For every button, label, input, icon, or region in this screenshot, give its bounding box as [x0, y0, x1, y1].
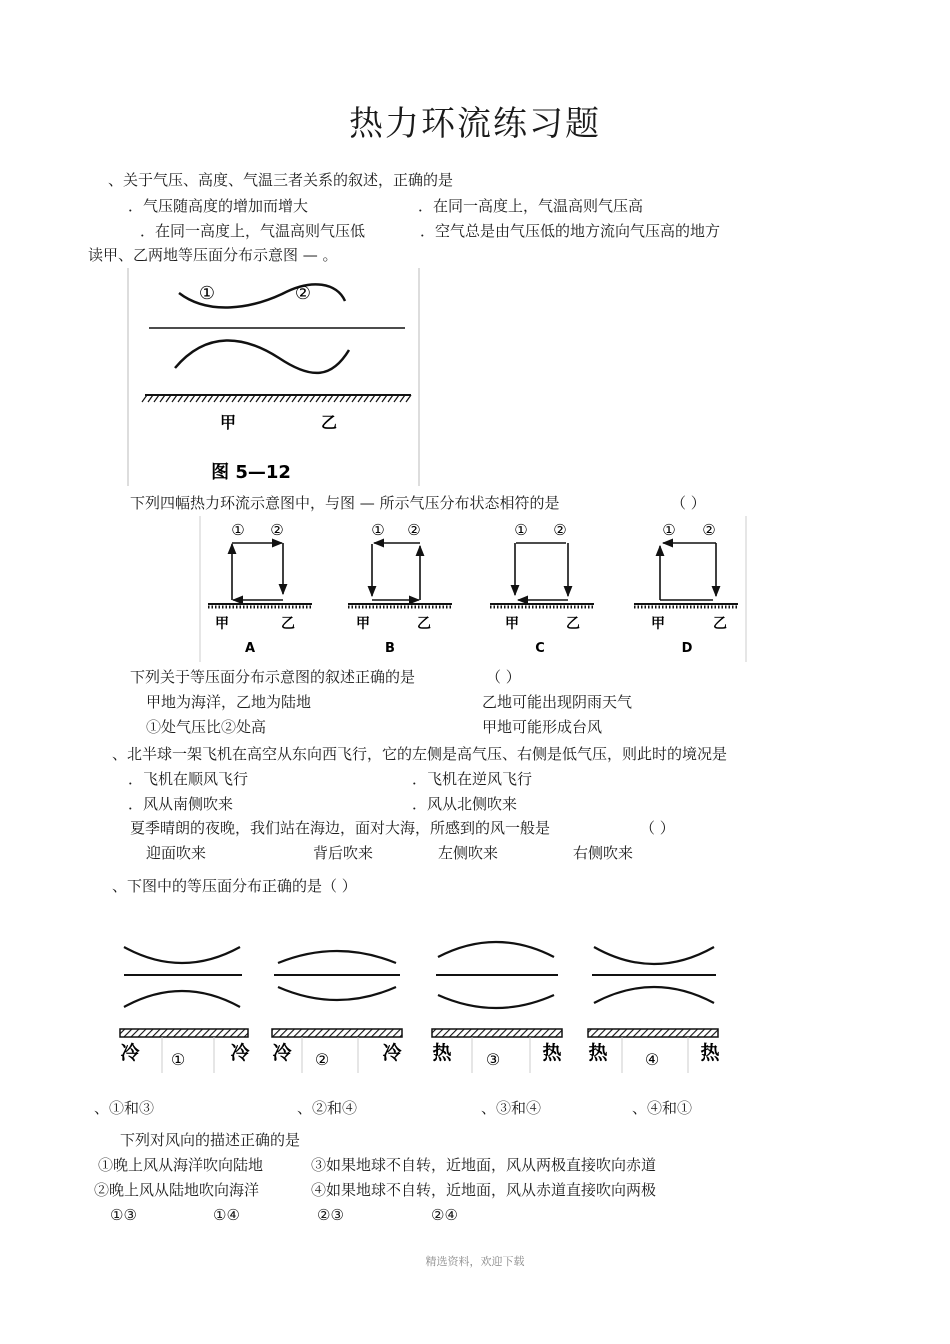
svg-text:热: 热	[588, 1042, 608, 1064]
q7-statement-3: ③如果地球不自转，近地面，风从两极直接吹向赤道	[311, 1156, 657, 1174]
q4-option-c: ．风从南侧吹来	[128, 795, 234, 813]
svg-text:①: ①	[662, 521, 676, 539]
q7-stem: 下列对风向的描述正确的是	[120, 1131, 301, 1149]
marker-2: ②	[294, 283, 312, 304]
svg-text:热: 热	[700, 1042, 720, 1064]
circulation-panel-a	[208, 521, 312, 656]
q1-option-b: ．在同一高度上，气温高则气压高	[418, 197, 644, 215]
svg-text:④: ④	[644, 1050, 660, 1069]
q4-option-a: ．飞机在顺风飞行	[128, 770, 249, 788]
q7-statement-4: ④如果地球不自转，近地面，风从赤道直接吹向两极	[311, 1181, 657, 1199]
q1-option-a: ．气压随高度的增加而增大	[128, 197, 309, 215]
q1-stem: 、关于气压、高度、气温三者关系的叙述，正确的是	[108, 171, 454, 189]
circulation-diagrams	[200, 516, 748, 664]
q5-option-a: 迎面吹来	[146, 844, 207, 862]
svg-text:②: ②	[407, 521, 421, 539]
label-jia: 甲	[219, 413, 237, 432]
q7-statement-2: ②晚上风从陆地吹向海洋	[94, 1181, 260, 1199]
svg-text:乙: 乙	[417, 616, 431, 632]
svg-text:C: C	[535, 641, 545, 656]
q3-stem: 下列关于等压面分布示意图的叙述正确的是	[130, 668, 416, 686]
circulation-panel-d	[634, 521, 738, 656]
svg-text:D: D	[681, 641, 693, 656]
svg-text:B: B	[385, 641, 395, 656]
q3-option-c: ①处气压比②处高	[146, 718, 267, 736]
q3-option-d: 甲地可能形成台风	[482, 718, 603, 736]
svg-text:②: ②	[702, 521, 716, 539]
isobar-panel-3	[432, 942, 562, 1073]
q6-stem: 、下图中的等压面分布正确的是（ ）	[112, 877, 357, 895]
svg-text:乙: 乙	[566, 616, 580, 632]
q5-option-b: 背后吹来	[313, 844, 374, 862]
q1-option-d: ．空气总是由气压低的地方流向气压高的地方	[420, 222, 721, 240]
read-figure-instruction: 读甲、乙两地等压面分布示意图 — 。	[88, 246, 338, 264]
q5-answer-paren: （ ）	[640, 819, 675, 837]
q7-option-a: ①③	[110, 1206, 137, 1224]
page-title: 热力环流练习题	[349, 104, 601, 144]
svg-text:②: ②	[314, 1050, 330, 1069]
svg-text:冷: 冷	[382, 1042, 402, 1064]
q3-option-a: 甲地为海洋，乙地为陆地	[146, 693, 312, 711]
q3-option-b: 乙地可能出现阴雨天气	[482, 693, 633, 711]
svg-text:热: 热	[542, 1042, 562, 1064]
svg-text:甲: 甲	[215, 616, 229, 632]
svg-text:甲: 甲	[505, 616, 519, 632]
circulation-panel-b	[348, 521, 452, 656]
svg-text:②: ②	[553, 521, 567, 539]
isobar-choice-diagrams	[112, 935, 732, 1075]
isobar-panel-4	[588, 947, 720, 1073]
isobar-figure-5-12	[127, 268, 423, 488]
q7-option-c: ②③	[317, 1206, 344, 1224]
svg-text:乙: 乙	[713, 616, 727, 632]
q4-option-d: ．风从北侧吹来	[412, 795, 518, 813]
q3-answer-paren: （ ）	[486, 668, 521, 686]
label-yi: 乙	[320, 413, 338, 432]
q2-answer-paren: （ ）	[671, 494, 706, 512]
svg-text:冷: 冷	[120, 1042, 140, 1064]
svg-text:甲: 甲	[651, 616, 665, 632]
svg-text:①: ①	[231, 521, 245, 539]
figure-caption: 图 5—12	[211, 462, 291, 483]
q6-option-b: 、②和④	[297, 1099, 358, 1117]
svg-text:冷: 冷	[272, 1042, 292, 1064]
svg-text:乙: 乙	[281, 616, 295, 632]
q1-option-c: ．在同一高度上，气温高则气压低	[140, 222, 366, 240]
svg-text:甲: 甲	[356, 616, 370, 632]
svg-text:①: ①	[170, 1050, 186, 1069]
q6-option-d: 、④和①	[632, 1099, 693, 1117]
q6-option-c: 、③和④	[481, 1099, 542, 1117]
lower-isobar-curve	[175, 340, 349, 372]
q4-stem: 、北半球一架飞机在高空从东向西飞行，它的左侧是高气压、右侧是低气压，则此时的境况是	[112, 745, 728, 763]
q5-stem: 夏季晴朗的夜晚，我们站在海边，面对大海，所感到的风一般是	[130, 819, 551, 837]
svg-text:冷: 冷	[230, 1042, 250, 1064]
isobar-panel-2	[272, 951, 402, 1073]
q4-option-b: ．飞机在逆风飞行	[412, 770, 533, 788]
svg-text:热: 热	[432, 1042, 452, 1064]
q6-option-a: 、①和③	[94, 1099, 155, 1117]
isobar-panel-1	[120, 947, 250, 1073]
svg-text:③: ③	[485, 1050, 501, 1069]
marker-1: ①	[198, 283, 216, 304]
q7-statement-1: ①晚上风从海洋吹向陆地	[98, 1156, 264, 1174]
circulation-panel-c	[490, 521, 594, 656]
q7-option-b: ①④	[213, 1206, 240, 1224]
q5-option-c: 左侧吹来	[438, 844, 499, 862]
q5-option-d: 右侧吹来	[573, 844, 634, 862]
q2-stem: 下列四幅热力环流示意图中，与图 — 所示气压分布状态相符的是	[130, 494, 560, 512]
svg-text:①: ①	[514, 521, 528, 539]
svg-text:A: A	[244, 641, 256, 656]
svg-text:②: ②	[270, 521, 284, 539]
ground-hatching	[142, 395, 411, 402]
svg-text:①: ①	[371, 521, 385, 539]
page-footer: 精选资料，欢迎下载	[425, 1255, 525, 1268]
q7-option-d: ②④	[431, 1206, 458, 1224]
